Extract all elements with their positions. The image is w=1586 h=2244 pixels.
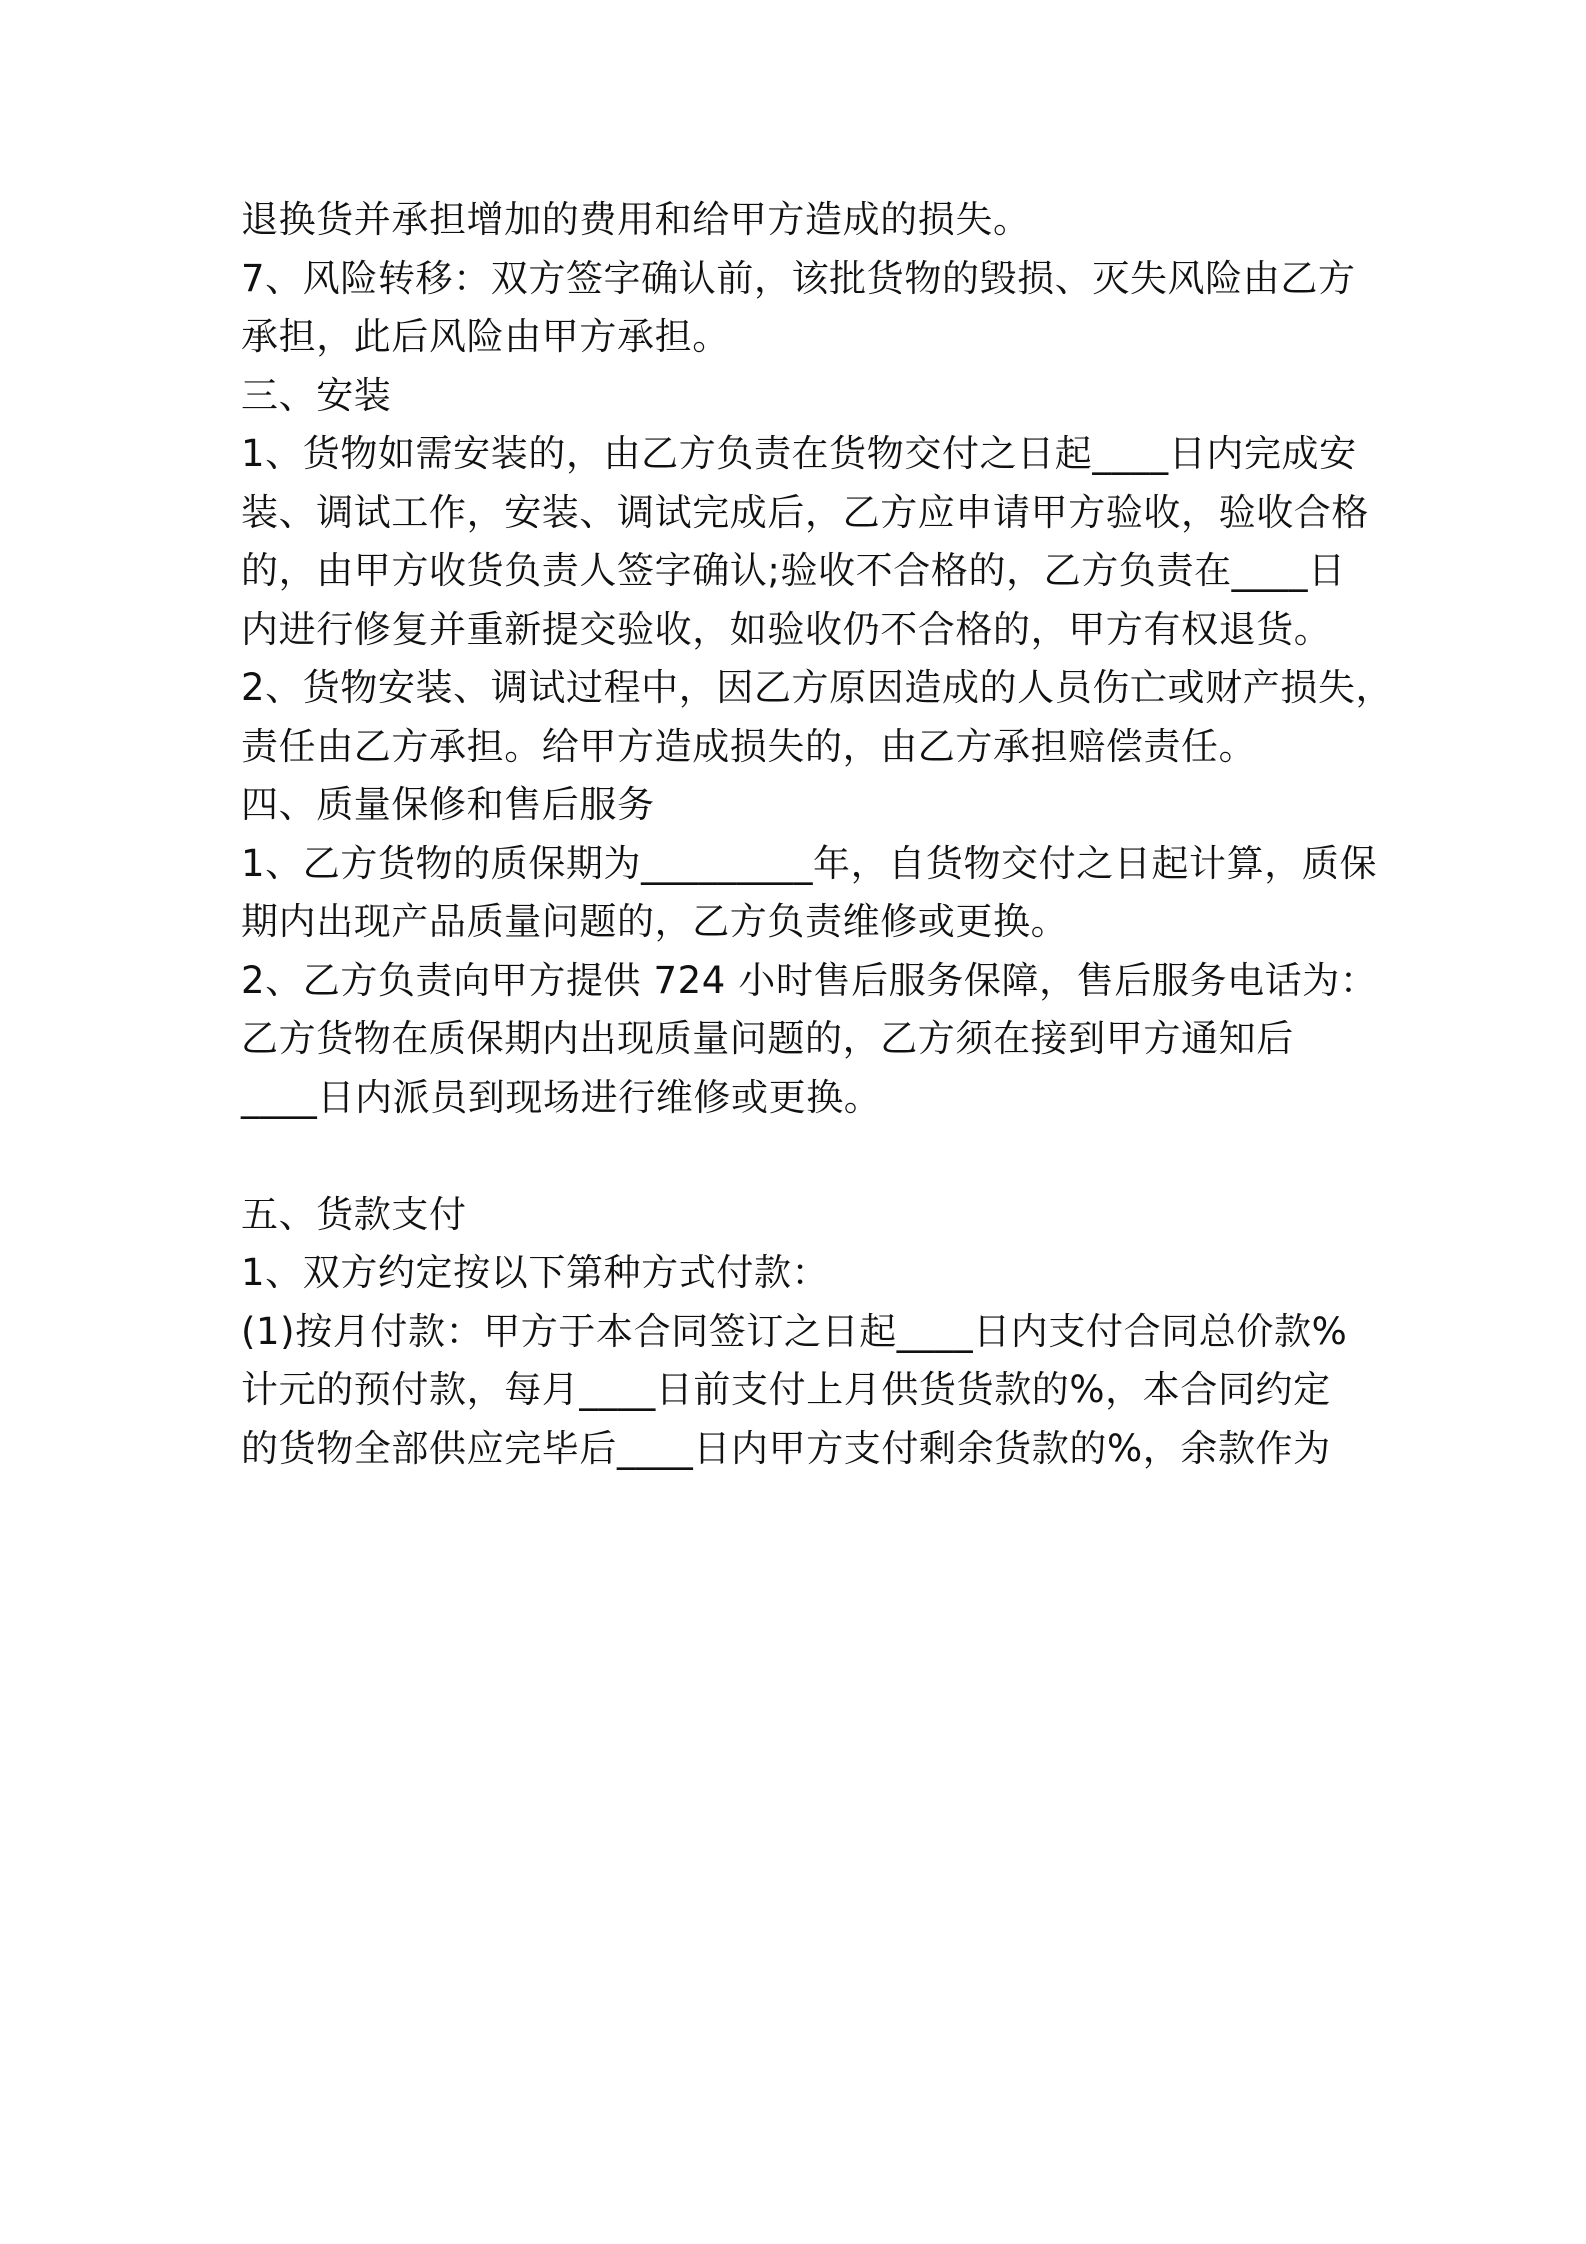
text-line: 1、乙方货物的质保期为_________年，自货物交付之日起计算，质保 [241, 842, 1378, 885]
text-line: 2、乙方负责向甲方提供 724 小时售后服务保障，售后服务电话为： [241, 959, 1378, 1002]
text-line: 乙方货物在质保期内出现质量问题的，乙方须在接到甲方通知后 [241, 1017, 1294, 1060]
section-heading: 四、质量保修和售后服务 [241, 783, 655, 826]
text-line: 计元的预付款，每月____日前支付上月供货货款的%，本合同约定 [241, 1368, 1331, 1411]
section-heading: 五、货款支付 [241, 1193, 467, 1236]
text-line: 内进行修复并重新提交验收，如验收仍不合格的，甲方有权退货。 [241, 608, 1332, 651]
text-line: 的货物全部供应完毕后____日内甲方支付剩余货款的%，余款作为 [241, 1427, 1331, 1470]
text-line: 装、调试工作，安装、调试完成后，乙方应申请甲方验收，验收合格 [241, 491, 1369, 534]
text-line: ____日内派员到现场进行维修或更换。 [241, 1076, 882, 1119]
text-line: 承担，此后风险由甲方承担。 [241, 315, 730, 358]
text-line: 责任由乙方承担。给甲方造成损失的，由乙方承担赔偿责任。 [241, 725, 1257, 768]
text-line: 的，由甲方收货负责人签字确认;验收不合格的，乙方负责在____日 [241, 549, 1346, 592]
text-line: 1、双方约定按以下第种方式付款： [241, 1251, 830, 1294]
text-line: 7、风险转移：双方签字确认前，该批货物的毁损、灭失风险由乙方 [241, 257, 1356, 300]
text-line: 1、货物如需安装的，由乙方负责在货物交付之日起____日内完成安 [241, 432, 1357, 475]
text-line: (1)按月付款：甲方于本合同签订之日起____日内支付合同总价款% [241, 1310, 1348, 1353]
text-line: 期内出现产品质量问题的，乙方负责维修或更换。 [241, 900, 1069, 943]
section-heading: 三、安装 [241, 374, 392, 417]
text-line: 退换货并承担增加的费用和给甲方造成的损失。 [241, 198, 1031, 241]
text-line: 2、货物安装、调试过程中，因乙方原因造成的人员伤亡或财产损失， [241, 666, 1394, 709]
